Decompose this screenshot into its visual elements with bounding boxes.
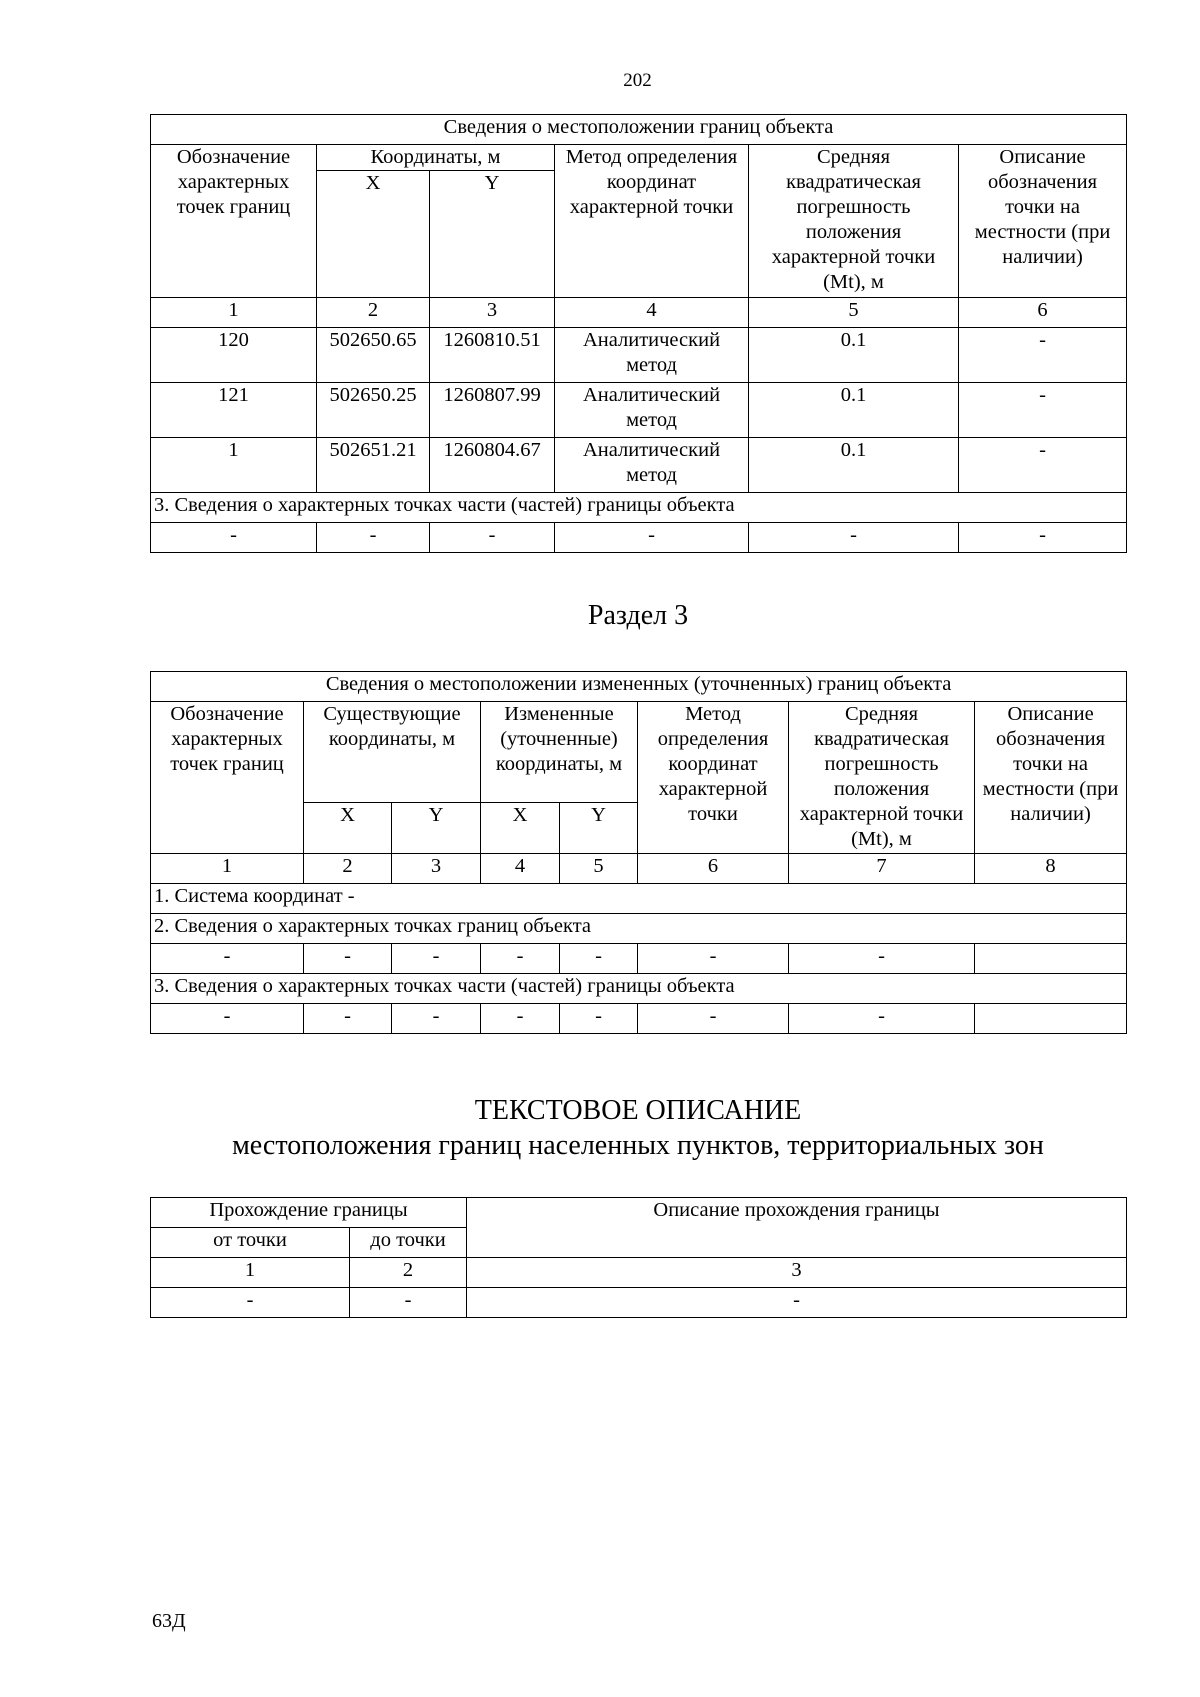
table-row: [151, 1288, 1127, 1318]
parts-section-title: 3. Сведения о характерных точках части (частей) границы объекта: [151, 974, 1127, 1004]
table-title: Сведения о местоположении измененных (уточненных) границ объекта: [151, 672, 1127, 702]
table-row: [151, 1004, 1127, 1034]
header-x: X: [481, 803, 560, 854]
column-number: 1: [151, 1258, 350, 1288]
header-y: Y: [392, 803, 481, 854]
table-row: [151, 328, 1127, 383]
cell-empty: -: [151, 1288, 350, 1318]
cell-empty: [975, 944, 1127, 974]
method: Аналитический метод: [555, 383, 749, 438]
description: -: [959, 383, 1127, 438]
error: 0.1: [749, 383, 959, 438]
cell-empty: -: [638, 944, 789, 974]
cell-empty: -: [317, 523, 430, 553]
header-designation: Обозначение характерных точек границ: [151, 145, 317, 298]
coord-x: 502651.21: [317, 438, 430, 493]
column-number: 5: [560, 854, 638, 884]
column-number: 8: [975, 854, 1127, 884]
coordinate-system: 1. Система координат -: [151, 884, 1127, 914]
cell-empty: -: [430, 523, 555, 553]
header-changed-coordinates: Измененные (уточненные) координаты, м: [481, 702, 638, 803]
cell-empty: [975, 1004, 1127, 1034]
header-from-point: от точки: [151, 1228, 350, 1258]
column-number: 4: [481, 854, 560, 884]
header-passage: Прохождение границы: [151, 1198, 467, 1228]
cell-empty: -: [304, 1004, 392, 1034]
coord-x: 502650.65: [317, 328, 430, 383]
column-number: 1: [151, 298, 317, 328]
header-error: Средняя квадратическая погрешность положения характерной точки (Mt), м: [749, 145, 959, 298]
description: -: [959, 328, 1127, 383]
header-description: Описание обозначения точки на местности (при наличии): [975, 702, 1127, 854]
section-title: Раздел 3: [587, 600, 689, 631]
header-error: Средняя квадратическая погрешность положения характерной точки (Mt), м: [789, 702, 975, 854]
column-number: 3: [392, 854, 481, 884]
cell-empty: -: [555, 523, 749, 553]
column-number: 2: [304, 854, 392, 884]
header-x: X: [304, 803, 392, 854]
header-coordinates: Координаты, м: [317, 145, 555, 171]
header-x: X: [317, 171, 430, 298]
column-number: 4: [555, 298, 749, 328]
column-number: 3: [430, 298, 555, 328]
cell-empty: -: [467, 1288, 1127, 1318]
cell-empty: -: [789, 1004, 975, 1034]
table-row: [151, 944, 1127, 974]
cell-empty: -: [560, 1004, 638, 1034]
table-row: [151, 523, 1127, 553]
header-method: Метод определения координат характерной точки: [555, 145, 749, 298]
boundary-location-table: [150, 114, 1127, 553]
coord-x: 502650.25: [317, 383, 430, 438]
cell-empty: -: [151, 1004, 304, 1034]
cell-empty: -: [151, 523, 317, 553]
cell-empty: -: [151, 944, 304, 974]
page-number: 202: [623, 70, 652, 91]
column-number: 6: [638, 854, 789, 884]
method: Аналитический метод: [555, 438, 749, 493]
point-id: 1: [151, 438, 317, 493]
cell-empty: -: [392, 944, 481, 974]
header-passage-description: Описание прохождения границы: [467, 1198, 1127, 1258]
coord-y: 1260804.67: [430, 438, 555, 493]
points-section-title: 2. Сведения о характерных точках границ объекта: [151, 914, 1127, 944]
point-id: 121: [151, 383, 317, 438]
header-designation: Обозначение характерных точек границ: [151, 702, 304, 854]
cell-empty: -: [350, 1288, 467, 1318]
cell-empty: -: [959, 523, 1127, 553]
header-y: Y: [430, 171, 555, 298]
cell-empty: -: [481, 944, 560, 974]
point-id: 120: [151, 328, 317, 383]
cell-empty: -: [749, 523, 959, 553]
text-description-subtitle: местоположения границ населенных пунктов, территориальных зон: [232, 1130, 1044, 1161]
cell-empty: -: [392, 1004, 481, 1034]
table-row: [151, 438, 1127, 493]
coord-y: 1260807.99: [430, 383, 555, 438]
text-description-title: ТЕКСТОВОЕ ОПИСАНИЕ: [474, 1095, 802, 1126]
changed-boundary-table: [150, 671, 1127, 1034]
header-to-point: до точки: [350, 1228, 467, 1258]
column-number: 1: [151, 854, 304, 884]
table-row: [151, 383, 1127, 438]
column-number: 3: [467, 1258, 1127, 1288]
error: 0.1: [749, 328, 959, 383]
cell-empty: -: [304, 944, 392, 974]
cell-empty: -: [481, 1004, 560, 1034]
method: Аналитический метод: [555, 328, 749, 383]
error: 0.1: [749, 438, 959, 493]
column-number: 7: [789, 854, 975, 884]
header-description: Описание обозначения точки на местности (при наличии): [959, 145, 1127, 298]
column-number: 2: [350, 1258, 467, 1288]
table-title: Сведения о местоположении границ объекта: [151, 115, 1127, 145]
coord-y: 1260810.51: [430, 328, 555, 383]
header-existing-coordinates: Существующие координаты, м: [304, 702, 481, 803]
cell-empty: -: [638, 1004, 789, 1034]
column-number: 6: [959, 298, 1127, 328]
cell-empty: -: [560, 944, 638, 974]
cell-empty: -: [789, 944, 975, 974]
description: -: [959, 438, 1127, 493]
boundary-passage-table: [150, 1197, 1127, 1318]
header-y: Y: [560, 803, 638, 854]
header-method: Метод определения координат характерной точки: [638, 702, 789, 854]
column-number: 2: [317, 298, 430, 328]
parts-section-title: 3. Сведения о характерных точках части (частей) границы объекта: [151, 493, 1127, 523]
footer-code: 63Д: [152, 1610, 186, 1632]
column-number: 5: [749, 298, 959, 328]
